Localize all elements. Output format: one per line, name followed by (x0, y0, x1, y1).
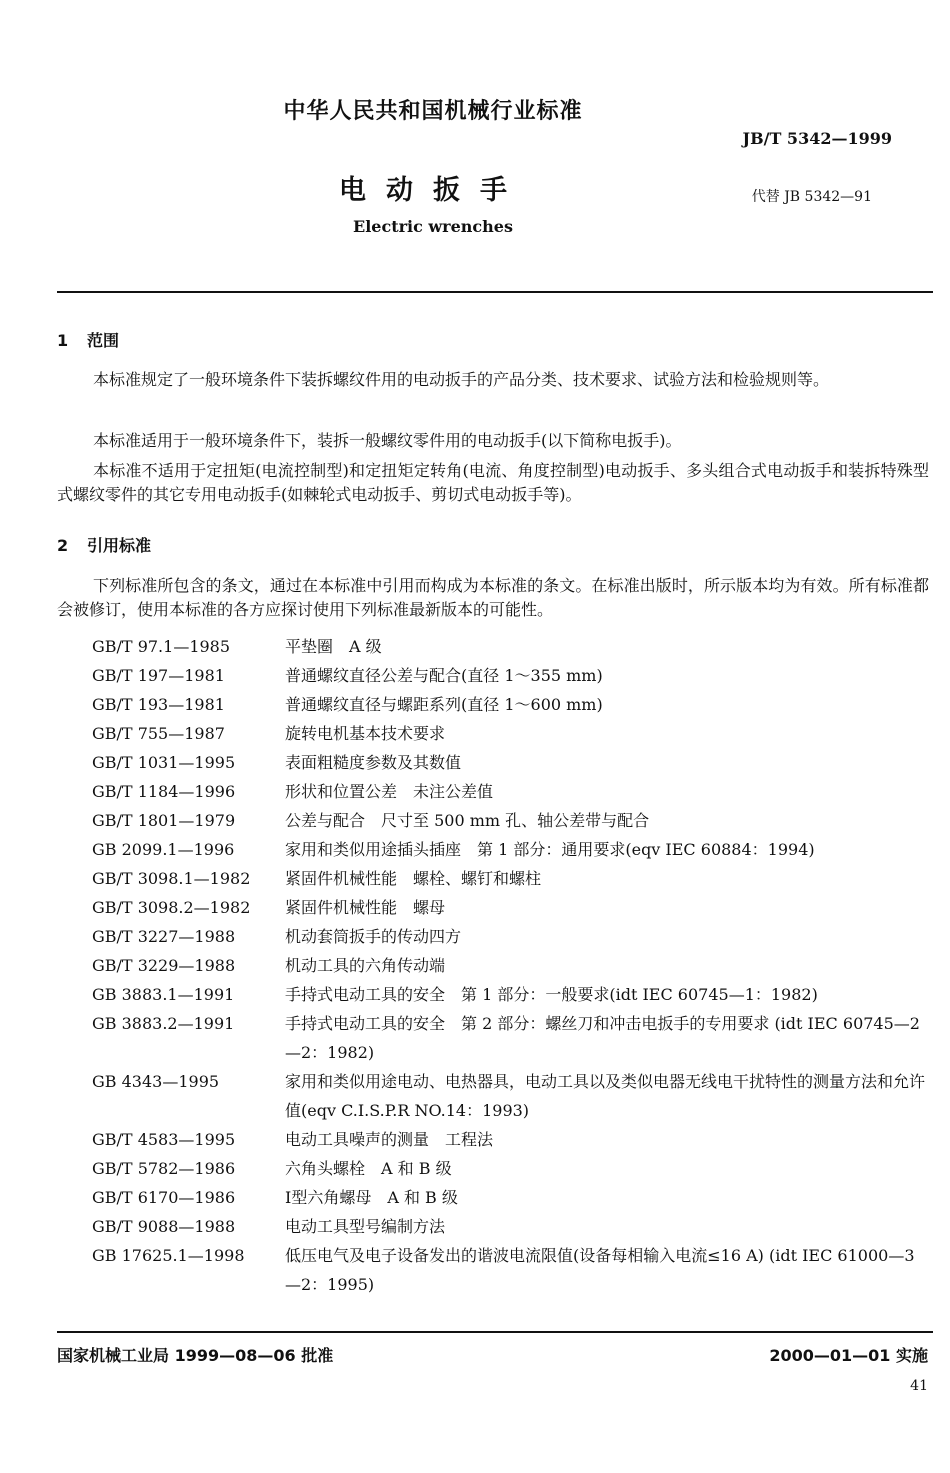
reference-item (92, 661, 930, 690)
reference-code: GB/T 755—1987 (92, 724, 225, 743)
approval-note: 国家机械工业局 1999—08—06 批准 (57, 1346, 334, 1365)
reference-title: 紧固件机械性能 螺栓、螺钉和螺柱 (285, 869, 542, 888)
section-title: 范围 (87, 331, 120, 350)
reference-code: GB/T 197—1981 (92, 666, 225, 685)
reference-title: 低压电气及电子设备发出的谐波电流限值(设备每相输入电流≤16 A) (idt IEC 61000—3—2：1995) (285, 1246, 915, 1294)
reference-item (92, 1241, 930, 1299)
reference-item (92, 777, 930, 806)
reference-item (92, 1125, 930, 1154)
reference-title: 电动工具噪声的测量 工程法 (285, 1130, 494, 1149)
section-1-heading (57, 328, 119, 351)
reference-list (92, 632, 930, 1299)
reference-title: 家用和类似用途插头插座 第 1 部分：通用要求(eqv IEC 60884：1994) (285, 840, 815, 859)
implementation-date: 2000—01—01 实施 (769, 1346, 928, 1365)
reference-code: GB/T 1184—1996 (92, 782, 236, 801)
section-title: 引用标准 (87, 536, 152, 555)
reference-code: GB/T 193—1981 (92, 695, 225, 714)
reference-item (92, 980, 930, 1009)
paragraph: 下列标准所包含的条文，通过在本标准中引用而构成为本标准的条文。在标准出版时，所示版本均为有效。所有标准都会被修订，使用本标准的各方应探讨使用下列标准最新版本的可能性。 (57, 576, 929, 619)
page-title-english: Electric wrenches (353, 217, 513, 236)
paragraph: 本标准适用于一般环境条件下，装拆一般螺纹零件用的电动扳手(以下简称电扳手)。 (93, 431, 682, 450)
reference-item (92, 1212, 930, 1241)
reference-code: GB 2099.1—1996 (92, 840, 235, 859)
reference-title: 平垫圈 A 级 (285, 637, 382, 656)
reference-title: 手持式电动工具的安全 第 2 部分：螺丝刀和冲击电扳手的专用要求 (idt IEC 60745—2—2：1982) (285, 1014, 920, 1062)
replaces-note: 代替 JB 5342—91 (751, 189, 872, 205)
page-title: 电动扳手 (339, 175, 527, 206)
reference-title: Ⅰ型六角螺母 A 和 B 级 (285, 1188, 458, 1207)
reference-title: 机动工具的六角传动端 (285, 956, 446, 975)
paragraph: 本标准规定了一般环境条件下装拆螺纹件用的电动扳手的产品分类、技术要求、试验方法和检验规则等。 (93, 370, 830, 389)
reference-title: 旋转电机基本技术要求 (285, 724, 446, 743)
reference-code: GB/T 6170—1986 (92, 1188, 236, 1207)
reference-item (92, 893, 930, 922)
standard-number: JB/T 5342—1999 (742, 129, 892, 148)
page-number: 41 (910, 1378, 928, 1394)
reference-item (92, 632, 930, 661)
section-number: 2 (57, 536, 69, 555)
reference-item (92, 951, 930, 980)
reference-item (92, 835, 930, 864)
reference-code: GB 3883.2—1991 (92, 1014, 235, 1033)
reference-code: GB/T 5782—1986 (92, 1159, 236, 1178)
reference-code: GB/T 97.1—1985 (92, 637, 231, 656)
reference-code: GB/T 3098.1—1982 (92, 869, 251, 888)
reference-title: 机动套筒扳手的传动四方 (285, 927, 462, 946)
reference-item (92, 719, 930, 748)
reference-title: 普通螺纹直径与螺距系列(直径 1～600 mm) (285, 695, 603, 714)
reference-title: 家用和类似用途电动、电热器具，电动工具以及类似电器无线电干扰特性的测量方法和允许值(eqv C.I.S.P.R NO.14：1993) (285, 1072, 926, 1120)
reference-title: 形状和位置公差 未注公差值 (285, 782, 494, 801)
reference-code: GB/T 3229—1988 (92, 956, 236, 975)
reference-title: 六角头螺栓 A 和 B 级 (285, 1159, 452, 1178)
reference-item (92, 690, 930, 719)
section-number: 1 (57, 331, 69, 350)
reference-item (92, 1067, 930, 1125)
header-divider (57, 291, 933, 293)
reference-title: 手持式电动工具的安全 第 1 部分：一般要求(idt IEC 60745—1：1982) (285, 985, 818, 1004)
reference-code: GB/T 4583—1995 (92, 1130, 236, 1149)
reference-code: GB/T 1801—1979 (92, 811, 236, 830)
footer-divider (57, 1331, 933, 1333)
reference-item (92, 1009, 930, 1067)
reference-code: GB 17625.1—1998 (92, 1246, 245, 1265)
reference-code: GB/T 3098.2—1982 (92, 898, 251, 917)
reference-code: GB 3883.1—1991 (92, 985, 235, 1004)
reference-title: 紧固件机械性能 螺母 (285, 898, 446, 917)
reference-title: 表面粗糙度参数及其数值 (285, 753, 462, 772)
reference-code: GB/T 3227—1988 (92, 927, 236, 946)
reference-code: GB/T 1031—1995 (92, 753, 236, 772)
reference-item (92, 864, 930, 893)
reference-item (92, 922, 930, 951)
reference-title: 普通螺纹直径公差与配合(直径 1～355 mm) (285, 666, 603, 685)
reference-title: 电动工具型号编制方法 (285, 1217, 446, 1236)
issuing-org: 中华人民共和国机械行业标准 (283, 99, 583, 124)
reference-item (92, 806, 930, 835)
reference-item (92, 748, 930, 777)
section-2-heading (57, 533, 151, 556)
reference-item (92, 1154, 930, 1183)
reference-item (92, 1183, 930, 1212)
paragraph: 本标准不适用于定扭矩(电流控制型)和定扭矩定转角(电流、角度控制型)电动扳手、多头组合式电动扳手和装拆特殊型式螺纹零件的其它专用电动扳手(如棘轮式电动扳手、剪切式电动扳手等)。 (57, 461, 929, 504)
reference-code: GB 4343—1995 (92, 1072, 220, 1091)
reference-title: 公差与配合 尺寸至 500 mm 孔、轴公差带与配合 (285, 811, 650, 830)
reference-code: GB/T 9088—1988 (92, 1217, 236, 1236)
